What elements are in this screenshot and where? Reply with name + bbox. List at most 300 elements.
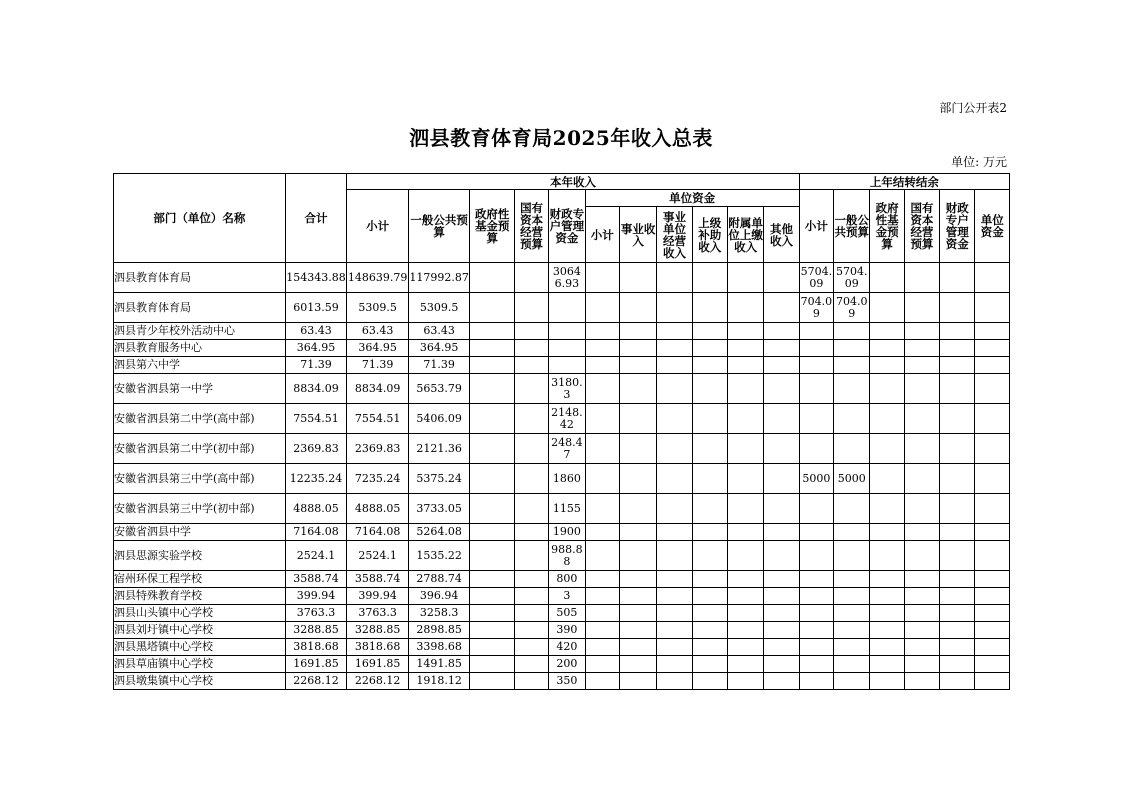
table-row	[114, 571, 1010, 588]
cell-co-fiscal	[940, 656, 975, 673]
cell-co-state	[904, 622, 939, 639]
cell-gov-fund	[470, 571, 514, 588]
cell-fiscal: 248.47	[549, 434, 585, 464]
cell-co-unit	[975, 404, 1010, 434]
cell-subsidy	[692, 588, 727, 605]
cell-u-subtotal	[585, 673, 619, 690]
cell-co-unit	[975, 588, 1010, 605]
cell-co-unit	[975, 340, 1010, 357]
cell-operating	[657, 374, 692, 404]
header-other-income: 其他收入	[764, 207, 799, 263]
cell-co-fiscal	[940, 404, 975, 434]
cell-subtotal: 148639.79	[347, 263, 409, 293]
cell-fiscal: 390	[549, 622, 585, 639]
cell-state-capital	[514, 622, 548, 639]
cell-fiscal: 505	[549, 605, 585, 622]
cell-co-subtotal	[799, 404, 833, 434]
cell-subtotal: 3288.85	[347, 622, 409, 639]
cell-co-gov	[870, 293, 904, 323]
cell-general: 2788.74	[408, 571, 470, 588]
cell-u-subtotal	[585, 293, 619, 323]
cell-u-subtotal	[585, 263, 619, 293]
cell-other	[764, 622, 799, 639]
cell-co-state	[904, 571, 939, 588]
table-row	[114, 494, 1010, 524]
cell-co-general	[834, 404, 870, 434]
cell-co-fiscal	[940, 639, 975, 656]
cell-affiliated	[727, 464, 763, 494]
cell-co-general	[834, 656, 870, 673]
cell-co-subtotal	[799, 588, 833, 605]
cell-other	[764, 605, 799, 622]
cell-state-capital	[514, 293, 548, 323]
cell-general: 5375.24	[408, 464, 470, 494]
cell-affiliated	[727, 374, 763, 404]
cell-subtotal: 2369.83	[347, 434, 409, 464]
cell-co-state	[904, 605, 939, 622]
cell-fiscal: 3	[549, 588, 585, 605]
cell-subtotal: 3763.3	[347, 605, 409, 622]
cell-co-state	[904, 323, 939, 340]
cell-gov-fund	[470, 434, 514, 464]
cell-affiliated	[727, 494, 763, 524]
form-number: 部门公开表2	[939, 101, 1007, 115]
cell-subtotal: 7235.24	[347, 464, 409, 494]
cell-co-general	[834, 639, 870, 656]
cell-co-general: 5000	[834, 464, 870, 494]
cell-total: 3763.3	[285, 605, 347, 622]
header-co-gov-fund: 政府性基金预算	[870, 190, 904, 263]
cell-business	[619, 464, 656, 494]
header-business-income: 事业收入	[619, 207, 656, 263]
cell-affiliated	[727, 622, 763, 639]
cell-subsidy	[692, 571, 727, 588]
cell-co-state	[904, 524, 939, 541]
header-general-public: 一般公共预算	[408, 190, 470, 263]
cell-gov-fund	[470, 494, 514, 524]
cell-co-unit	[975, 494, 1010, 524]
cell-co-state	[904, 374, 939, 404]
cell-co-subtotal	[799, 323, 833, 340]
cell-co-gov	[870, 323, 904, 340]
cell-general: 3398.68	[408, 639, 470, 656]
cell-co-unit	[975, 263, 1010, 293]
table-row	[114, 605, 1010, 622]
cell-co-general	[834, 374, 870, 404]
cell-subsidy	[692, 404, 727, 434]
cell-subsidy	[692, 622, 727, 639]
cell-co-general	[834, 357, 870, 374]
cell-co-unit	[975, 464, 1010, 494]
cell-co-state	[904, 464, 939, 494]
cell-co-state	[904, 673, 939, 690]
cell-subsidy	[692, 263, 727, 293]
cell-affiliated	[727, 571, 763, 588]
cell-fiscal: 1155	[549, 494, 585, 524]
cell-total: 154343.88	[285, 263, 347, 293]
cell-general: 5309.5	[408, 293, 470, 323]
cell-co-unit	[975, 673, 1010, 690]
cell-co-unit	[975, 622, 1010, 639]
cell-subtotal: 2524.1	[347, 541, 409, 571]
cell-total: 8834.09	[285, 374, 347, 404]
cell-co-fiscal	[940, 571, 975, 588]
cell-co-unit	[975, 323, 1010, 340]
cell-business	[619, 541, 656, 571]
cell-gov-fund	[470, 639, 514, 656]
cell-operating	[657, 673, 692, 690]
cell-fiscal: 1900	[549, 524, 585, 541]
cell-u-subtotal	[585, 434, 619, 464]
cell-state-capital	[514, 639, 548, 656]
cell-co-subtotal	[799, 541, 833, 571]
cell-operating	[657, 571, 692, 588]
cell-total: 6013.59	[285, 293, 347, 323]
cell-subsidy	[692, 323, 727, 340]
header-operating-income: 事业单位经营收入	[657, 207, 692, 263]
cell-operating	[657, 464, 692, 494]
cell-operating	[657, 357, 692, 374]
cell-total: 3288.85	[285, 622, 347, 639]
cell-operating	[657, 588, 692, 605]
cell-dept-name: 安徽省泗县第三中学(高中部)	[114, 464, 286, 494]
cell-business	[619, 494, 656, 524]
cell-co-general	[834, 323, 870, 340]
cell-business	[619, 357, 656, 374]
cell-u-subtotal	[585, 404, 619, 434]
cell-dept-name: 泗县青少年校外活动中心	[114, 323, 286, 340]
cell-u-subtotal	[585, 524, 619, 541]
cell-fiscal: 350	[549, 673, 585, 690]
cell-co-gov	[870, 541, 904, 571]
cell-other	[764, 357, 799, 374]
table-row	[114, 673, 1010, 690]
cell-fiscal	[549, 293, 585, 323]
cell-operating	[657, 656, 692, 673]
cell-subsidy	[692, 340, 727, 357]
cell-state-capital	[514, 588, 548, 605]
cell-fiscal: 30646.93	[549, 263, 585, 293]
cell-co-gov	[870, 524, 904, 541]
cell-subtotal: 399.94	[347, 588, 409, 605]
cell-total: 2524.1	[285, 541, 347, 571]
cell-subtotal: 71.39	[347, 357, 409, 374]
table-row	[114, 524, 1010, 541]
cell-general: 364.95	[408, 340, 470, 357]
cell-dept-name: 泗县墩集镇中心学校	[114, 673, 286, 690]
cell-affiliated	[727, 293, 763, 323]
cell-gov-fund	[470, 622, 514, 639]
cell-state-capital	[514, 263, 548, 293]
cell-general: 1535.22	[408, 541, 470, 571]
cell-dept-name: 泗县山头镇中心学校	[114, 605, 286, 622]
cell-co-unit	[975, 293, 1010, 323]
cell-co-subtotal	[799, 673, 833, 690]
cell-business	[619, 524, 656, 541]
cell-co-general	[834, 494, 870, 524]
cell-co-subtotal: 704.09	[799, 293, 833, 323]
cell-co-state	[904, 263, 939, 293]
cell-subtotal: 3818.68	[347, 639, 409, 656]
cell-other	[764, 340, 799, 357]
cell-co-general	[834, 588, 870, 605]
table-row	[114, 639, 1010, 656]
cell-co-subtotal	[799, 571, 833, 588]
cell-co-fiscal	[940, 357, 975, 374]
cell-co-state	[904, 656, 939, 673]
cell-co-fiscal	[940, 293, 975, 323]
cell-co-subtotal	[799, 524, 833, 541]
cell-u-subtotal	[585, 639, 619, 656]
cell-co-unit	[975, 374, 1010, 404]
table-row	[114, 374, 1010, 404]
cell-other	[764, 434, 799, 464]
cell-co-general	[834, 524, 870, 541]
cell-state-capital	[514, 357, 548, 374]
cell-co-fiscal	[940, 434, 975, 464]
cell-u-subtotal	[585, 571, 619, 588]
cell-gov-fund	[470, 605, 514, 622]
cell-u-subtotal	[585, 622, 619, 639]
cell-subtotal: 5309.5	[347, 293, 409, 323]
header-gov-fund: 政府性基金预算	[470, 190, 514, 263]
cell-general: 3258.3	[408, 605, 470, 622]
cell-co-gov	[870, 263, 904, 293]
cell-business	[619, 656, 656, 673]
cell-operating	[657, 494, 692, 524]
cell-affiliated	[727, 524, 763, 541]
cell-co-fiscal	[940, 263, 975, 293]
cell-co-unit	[975, 639, 1010, 656]
cell-fiscal: 800	[549, 571, 585, 588]
table-row	[114, 357, 1010, 374]
cell-co-subtotal: 5704.09	[799, 263, 833, 293]
cell-co-state	[904, 357, 939, 374]
cell-fiscal	[549, 323, 585, 340]
cell-state-capital	[514, 571, 548, 588]
cell-affiliated	[727, 656, 763, 673]
cell-total: 399.94	[285, 588, 347, 605]
cell-co-unit	[975, 434, 1010, 464]
table-row	[114, 293, 1010, 323]
cell-operating	[657, 639, 692, 656]
cell-other	[764, 639, 799, 656]
cell-affiliated	[727, 404, 763, 434]
cell-u-subtotal	[585, 357, 619, 374]
cell-operating	[657, 605, 692, 622]
table-row	[114, 656, 1010, 673]
header-co-fiscal-special: 财政专户管理资金	[940, 190, 975, 263]
cell-business	[619, 571, 656, 588]
cell-total: 4888.05	[285, 494, 347, 524]
cell-co-subtotal	[799, 374, 833, 404]
cell-state-capital	[514, 340, 548, 357]
cell-business	[619, 323, 656, 340]
cell-co-subtotal	[799, 605, 833, 622]
cell-co-general	[834, 434, 870, 464]
cell-co-general	[834, 571, 870, 588]
header-co-unit-funds: 单位资金	[975, 190, 1010, 263]
cell-co-state	[904, 404, 939, 434]
cell-co-gov	[870, 639, 904, 656]
cell-gov-fund	[470, 541, 514, 571]
cell-subtotal: 1691.85	[347, 656, 409, 673]
header-co-general: 一般公共预算	[834, 190, 870, 263]
cell-other	[764, 464, 799, 494]
cell-other	[764, 541, 799, 571]
cell-other	[764, 656, 799, 673]
header-unit-funds: 单位资金	[585, 190, 799, 207]
cell-u-subtotal	[585, 656, 619, 673]
cell-business	[619, 340, 656, 357]
cell-subtotal: 4888.05	[347, 494, 409, 524]
cell-other	[764, 673, 799, 690]
cell-business	[619, 263, 656, 293]
cell-gov-fund	[470, 464, 514, 494]
cell-state-capital	[514, 605, 548, 622]
cell-subtotal: 63.43	[347, 323, 409, 340]
cell-dept-name: 泗县教育体育局	[114, 293, 286, 323]
cell-co-subtotal	[799, 656, 833, 673]
cell-subtotal: 3588.74	[347, 571, 409, 588]
cell-co-unit	[975, 357, 1010, 374]
cell-co-gov	[870, 404, 904, 434]
cell-total: 1691.85	[285, 656, 347, 673]
cell-affiliated	[727, 357, 763, 374]
income-summary-table	[113, 173, 1010, 690]
cell-state-capital	[514, 656, 548, 673]
cell-subsidy	[692, 434, 727, 464]
cell-general: 3733.05	[408, 494, 470, 524]
cell-general: 5264.08	[408, 524, 470, 541]
cell-other	[764, 323, 799, 340]
cell-general: 71.39	[408, 357, 470, 374]
cell-subsidy	[692, 357, 727, 374]
cell-gov-fund	[470, 374, 514, 404]
cell-total: 364.95	[285, 340, 347, 357]
cell-u-subtotal	[585, 464, 619, 494]
cell-dept-name: 泗县刘圩镇中心学校	[114, 622, 286, 639]
header-fiscal-special: 财政专户管理资金	[549, 190, 585, 263]
cell-state-capital	[514, 323, 548, 340]
cell-operating	[657, 293, 692, 323]
cell-dept-name: 泗县草庙镇中心学校	[114, 656, 286, 673]
header-co-state-capital: 国有资本经营预算	[904, 190, 939, 263]
cell-affiliated	[727, 434, 763, 464]
cell-affiliated	[727, 340, 763, 357]
cell-co-gov	[870, 494, 904, 524]
cell-gov-fund	[470, 263, 514, 293]
cell-total: 2369.83	[285, 434, 347, 464]
cell-dept-name: 安徽省泗县第二中学(初中部)	[114, 434, 286, 464]
cell-total: 12235.24	[285, 464, 347, 494]
cell-subsidy	[692, 541, 727, 571]
cell-co-unit	[975, 605, 1010, 622]
cell-dept-name: 安徽省泗县第二中学(高中部)	[114, 404, 286, 434]
cell-dept-name: 宿州环保工程学校	[114, 571, 286, 588]
cell-co-fiscal	[940, 340, 975, 357]
cell-fiscal: 1860	[549, 464, 585, 494]
cell-operating	[657, 404, 692, 434]
table-row	[114, 404, 1010, 434]
cell-operating	[657, 524, 692, 541]
cell-co-fiscal	[940, 541, 975, 571]
cell-subsidy	[692, 494, 727, 524]
cell-subtotal: 2268.12	[347, 673, 409, 690]
cell-u-subtotal	[585, 340, 619, 357]
cell-business	[619, 673, 656, 690]
cell-co-gov	[870, 340, 904, 357]
page-title: 泗县教育体育局2025年收入总表	[409, 126, 713, 150]
table-row	[114, 622, 1010, 639]
cell-other	[764, 374, 799, 404]
cell-co-subtotal	[799, 434, 833, 464]
table-row	[114, 340, 1010, 357]
cell-business	[619, 639, 656, 656]
table-row	[114, 323, 1010, 340]
cell-dept-name: 泗县教育体育局	[114, 263, 286, 293]
cell-business	[619, 605, 656, 622]
cell-co-general	[834, 622, 870, 639]
header-subtotal: 小计	[347, 190, 409, 263]
cell-co-gov	[870, 656, 904, 673]
cell-affiliated	[727, 323, 763, 340]
cell-co-subtotal: 5000	[799, 464, 833, 494]
cell-total: 3588.74	[285, 571, 347, 588]
cell-co-gov	[870, 605, 904, 622]
cell-co-general: 5704.09	[834, 263, 870, 293]
cell-co-state	[904, 639, 939, 656]
cell-co-subtotal	[799, 357, 833, 374]
table-row	[114, 434, 1010, 464]
cell-fiscal: 200	[549, 656, 585, 673]
cell-affiliated	[727, 263, 763, 293]
cell-business	[619, 374, 656, 404]
header-affiliated-income: 附属单位上缴收入	[727, 207, 763, 263]
table-row	[114, 263, 1010, 293]
cell-total: 2268.12	[285, 673, 347, 690]
cell-general: 117992.87	[408, 263, 470, 293]
cell-subsidy	[692, 464, 727, 494]
cell-subtotal: 7164.08	[347, 524, 409, 541]
cell-co-fiscal	[940, 323, 975, 340]
cell-other	[764, 588, 799, 605]
cell-subsidy	[692, 293, 727, 323]
header-carryover: 上年结转结余	[799, 174, 1009, 190]
cell-general: 2121.36	[408, 434, 470, 464]
cell-operating	[657, 263, 692, 293]
cell-co-unit	[975, 524, 1010, 541]
table-row	[114, 588, 1010, 605]
cell-state-capital	[514, 434, 548, 464]
cell-co-subtotal	[799, 494, 833, 524]
cell-co-unit	[975, 541, 1010, 571]
cell-general: 63.43	[408, 323, 470, 340]
cell-state-capital	[514, 404, 548, 434]
cell-co-subtotal	[799, 340, 833, 357]
cell-business	[619, 588, 656, 605]
cell-co-fiscal	[940, 673, 975, 690]
cell-affiliated	[727, 605, 763, 622]
cell-operating	[657, 340, 692, 357]
cell-total: 7164.08	[285, 524, 347, 541]
cell-dept-name: 泗县黑塔镇中心学校	[114, 639, 286, 656]
cell-co-gov	[870, 374, 904, 404]
cell-co-gov	[870, 588, 904, 605]
cell-operating	[657, 434, 692, 464]
cell-gov-fund	[470, 293, 514, 323]
header-unit-subtotal: 小计	[585, 207, 619, 263]
